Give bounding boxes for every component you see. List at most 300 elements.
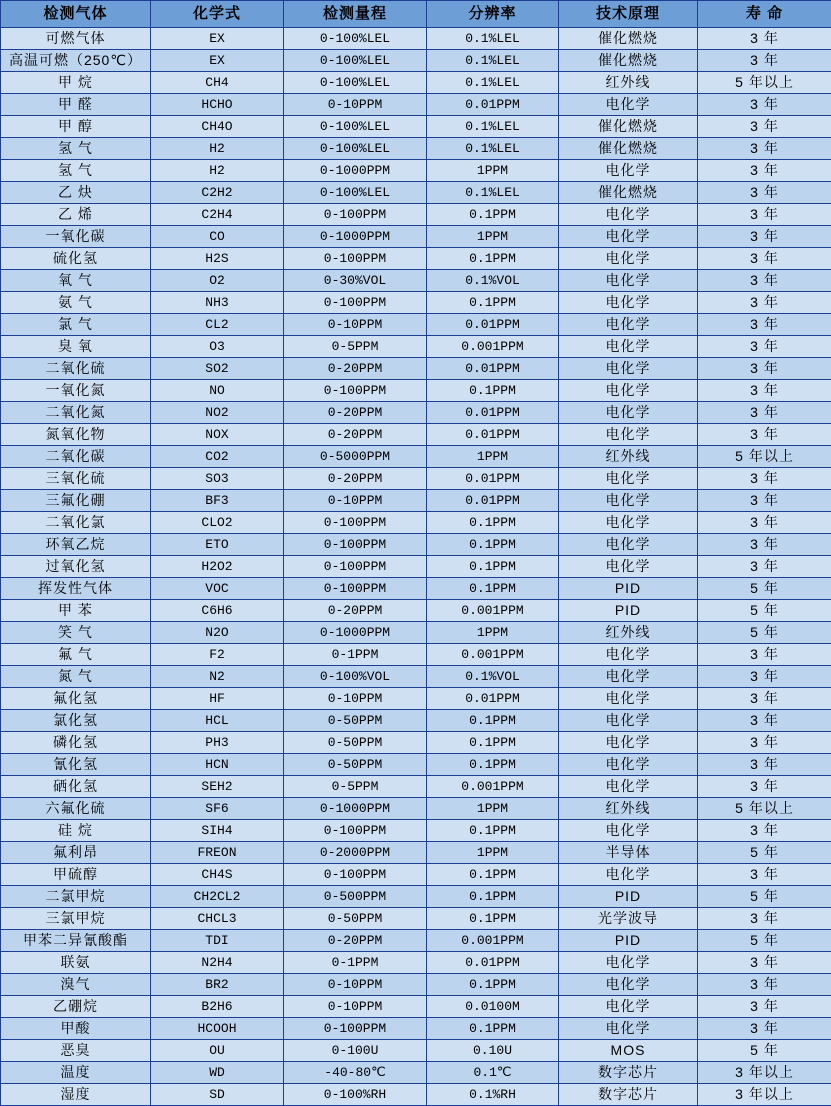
cell-principle: 电化学 (559, 270, 698, 292)
cell-principle: 数字芯片 (559, 1084, 698, 1106)
cell-lifetime: 3 年 (698, 710, 831, 732)
cell-formula: H2O2 (151, 556, 284, 578)
cell-range: 0-5PPM (284, 776, 427, 798)
table-row (1, 908, 831, 930)
cell-principle: 电化学 (559, 974, 698, 996)
cell-gas: 甲 烷 (1, 72, 151, 94)
cell-gas: 磷化氢 (1, 732, 151, 754)
cell-range: 0-10PPM (284, 996, 427, 1018)
cell-principle: 电化学 (559, 820, 698, 842)
cell-principle: 电化学 (559, 226, 698, 248)
cell-lifetime: 5 年 (698, 930, 831, 952)
table-row (1, 886, 831, 908)
cell-formula: OU (151, 1040, 284, 1062)
cell-resolution: 0.001PPM (427, 336, 559, 358)
cell-range: 0-2000PPM (284, 842, 427, 864)
cell-principle: 电化学 (559, 996, 698, 1018)
cell-formula: HF (151, 688, 284, 710)
cell-resolution: 1PPM (427, 160, 559, 182)
cell-gas: 可燃气体 (1, 28, 151, 50)
cell-resolution: 1PPM (427, 842, 559, 864)
cell-formula: SEH2 (151, 776, 284, 798)
cell-formula: BF3 (151, 490, 284, 512)
table-row (1, 336, 831, 358)
cell-gas: 氟 气 (1, 644, 151, 666)
cell-principle: 电化学 (559, 424, 698, 446)
cell-resolution: 0.001PPM (427, 776, 559, 798)
cell-resolution: 0.1%LEL (427, 138, 559, 160)
cell-gas: 三氯甲烷 (1, 908, 151, 930)
cell-principle: 数字芯片 (559, 1062, 698, 1084)
cell-lifetime: 5 年以上 (698, 798, 831, 820)
cell-resolution: 1PPM (427, 622, 559, 644)
cell-lifetime: 3 年 (698, 556, 831, 578)
cell-gas: 氨 气 (1, 292, 151, 314)
cell-resolution: 0.01PPM (427, 94, 559, 116)
cell-lifetime: 5 年 (698, 886, 831, 908)
table-row (1, 424, 831, 446)
cell-formula: F2 (151, 644, 284, 666)
column-header-principle: 技术原理 (559, 1, 698, 28)
column-header-lifetime: 寿 命 (698, 1, 831, 28)
cell-formula: O3 (151, 336, 284, 358)
cell-formula: TDI (151, 930, 284, 952)
cell-gas: 一氧化氮 (1, 380, 151, 402)
cell-formula: NO (151, 380, 284, 402)
cell-resolution: 0.1PPM (427, 864, 559, 886)
cell-lifetime: 3 年 (698, 820, 831, 842)
cell-lifetime: 3 年 (698, 754, 831, 776)
cell-formula: B2H6 (151, 996, 284, 1018)
cell-lifetime: 3 年 (698, 468, 831, 490)
cell-lifetime: 3 年 (698, 292, 831, 314)
table-row (1, 644, 831, 666)
cell-lifetime: 3 年以上 (698, 1084, 831, 1106)
cell-lifetime: 5 年 (698, 1040, 831, 1062)
cell-lifetime: 3 年 (698, 138, 831, 160)
cell-gas: 氮氧化物 (1, 424, 151, 446)
cell-formula: HCL (151, 710, 284, 732)
table-row (1, 996, 831, 1018)
cell-gas: 氢 气 (1, 138, 151, 160)
cell-gas: 二氧化氯 (1, 512, 151, 534)
table-row (1, 512, 831, 534)
column-header-gas: 检测气体 (1, 1, 151, 28)
cell-range: 0-100%LEL (284, 138, 427, 160)
table-row (1, 952, 831, 974)
table-row (1, 688, 831, 710)
cell-lifetime: 3 年 (698, 952, 831, 974)
table-row (1, 468, 831, 490)
table-header-row (1, 1, 831, 28)
cell-range: 0-100%RH (284, 1084, 427, 1106)
cell-lifetime: 5 年 (698, 578, 831, 600)
cell-formula: EX (151, 50, 284, 72)
cell-resolution: 0.1%VOL (427, 666, 559, 688)
cell-resolution: 0.1℃ (427, 1062, 559, 1084)
cell-formula: HCHO (151, 94, 284, 116)
cell-formula: CH4S (151, 864, 284, 886)
cell-principle: 催化燃烧 (559, 116, 698, 138)
cell-principle: 电化学 (559, 1018, 698, 1040)
cell-principle: 电化学 (559, 490, 698, 512)
table-row (1, 622, 831, 644)
cell-range: 0-50PPM (284, 908, 427, 930)
cell-range: 0-100PPM (284, 292, 427, 314)
cell-lifetime: 3 年 (698, 204, 831, 226)
cell-resolution: 0.01PPM (427, 424, 559, 446)
table-row (1, 50, 831, 72)
table-row (1, 314, 831, 336)
cell-principle: 红外线 (559, 622, 698, 644)
cell-resolution: 0.01PPM (427, 952, 559, 974)
cell-principle: 电化学 (559, 732, 698, 754)
cell-range: 0-100PPM (284, 864, 427, 886)
cell-range: 0-10PPM (284, 314, 427, 336)
cell-gas: 一氧化碳 (1, 226, 151, 248)
cell-principle: 电化学 (559, 468, 698, 490)
cell-resolution: 0.1PPM (427, 578, 559, 600)
cell-range: 0-100PPM (284, 534, 427, 556)
cell-resolution: 0.1%LEL (427, 182, 559, 204)
cell-formula: C2H2 (151, 182, 284, 204)
cell-resolution: 0.01PPM (427, 490, 559, 512)
cell-lifetime: 3 年 (698, 908, 831, 930)
cell-lifetime: 3 年 (698, 974, 831, 996)
cell-lifetime: 3 年 (698, 534, 831, 556)
cell-range: 0-1000PPM (284, 160, 427, 182)
cell-principle: 电化学 (559, 864, 698, 886)
cell-resolution: 0.001PPM (427, 600, 559, 622)
cell-gas: 二氧化碳 (1, 446, 151, 468)
cell-resolution: 0.01PPM (427, 314, 559, 336)
cell-range: 0-100%LEL (284, 72, 427, 94)
cell-resolution: 0.1PPM (427, 204, 559, 226)
cell-range: 0-20PPM (284, 358, 427, 380)
cell-formula: HCN (151, 754, 284, 776)
cell-gas: 氮 气 (1, 666, 151, 688)
cell-formula: CL2 (151, 314, 284, 336)
cell-range: 0-20PPM (284, 468, 427, 490)
cell-range: 0-20PPM (284, 424, 427, 446)
cell-range: 0-10PPM (284, 94, 427, 116)
cell-lifetime: 3 年 (698, 1018, 831, 1040)
cell-gas: 三氧化硫 (1, 468, 151, 490)
cell-range: 0-10PPM (284, 974, 427, 996)
cell-lifetime: 3 年 (698, 512, 831, 534)
table-row (1, 358, 831, 380)
cell-lifetime: 3 年 (698, 116, 831, 138)
cell-range: 0-100PPM (284, 556, 427, 578)
cell-lifetime: 3 年 (698, 996, 831, 1018)
cell-principle: 催化燃烧 (559, 138, 698, 160)
cell-gas: 氧 气 (1, 270, 151, 292)
cell-formula: C2H4 (151, 204, 284, 226)
cell-lifetime: 3 年 (698, 94, 831, 116)
cell-formula: N2O (151, 622, 284, 644)
cell-range: 0-100PPM (284, 820, 427, 842)
table-row (1, 490, 831, 512)
cell-principle: 电化学 (559, 776, 698, 798)
cell-gas: 甲 醇 (1, 116, 151, 138)
cell-resolution: 0.1PPM (427, 1018, 559, 1040)
cell-formula: O2 (151, 270, 284, 292)
cell-gas: 甲硫醇 (1, 864, 151, 886)
cell-gas: 硫化氢 (1, 248, 151, 270)
cell-resolution: 0.10U (427, 1040, 559, 1062)
cell-lifetime: 3 年 (698, 358, 831, 380)
cell-gas: 甲 醛 (1, 94, 151, 116)
table-row (1, 380, 831, 402)
cell-principle: 电化学 (559, 292, 698, 314)
cell-lifetime: 5 年 (698, 842, 831, 864)
cell-gas: 乙 炔 (1, 182, 151, 204)
table-row (1, 974, 831, 996)
cell-resolution: 0.1%RH (427, 1084, 559, 1106)
cell-gas: 氟利昂 (1, 842, 151, 864)
cell-lifetime: 3 年 (698, 732, 831, 754)
cell-lifetime: 3 年 (698, 336, 831, 358)
cell-resolution: 0.1%LEL (427, 28, 559, 50)
cell-range: 0-100PPM (284, 248, 427, 270)
cell-principle: 电化学 (559, 358, 698, 380)
cell-range: 0-100%LEL (284, 50, 427, 72)
cell-range: 0-20PPM (284, 402, 427, 424)
cell-lifetime: 5 年 (698, 600, 831, 622)
cell-range: 0-100PPM (284, 512, 427, 534)
table-row (1, 1040, 831, 1062)
cell-range: 0-50PPM (284, 732, 427, 754)
cell-resolution: 0.1PPM (427, 732, 559, 754)
cell-gas: 氟化氢 (1, 688, 151, 710)
cell-lifetime: 3 年 (698, 182, 831, 204)
cell-principle: 电化学 (559, 754, 698, 776)
cell-formula: SO2 (151, 358, 284, 380)
cell-lifetime: 3 年 (698, 644, 831, 666)
cell-range: 0-1000PPM (284, 622, 427, 644)
cell-gas: 六氟化硫 (1, 798, 151, 820)
table-row (1, 600, 831, 622)
cell-principle: 电化学 (559, 688, 698, 710)
table-row (1, 798, 831, 820)
cell-gas: 臭 氧 (1, 336, 151, 358)
cell-principle: 电化学 (559, 204, 698, 226)
cell-resolution: 0.1PPM (427, 380, 559, 402)
cell-lifetime: 3 年 (698, 270, 831, 292)
cell-principle: PID (559, 578, 698, 600)
cell-formula: WD (151, 1062, 284, 1084)
cell-gas: 挥发性气体 (1, 578, 151, 600)
cell-gas: 三氟化硼 (1, 490, 151, 512)
cell-range: 0-100U (284, 1040, 427, 1062)
table-row (1, 930, 831, 952)
cell-range: -40-80℃ (284, 1062, 427, 1084)
cell-principle: 催化燃烧 (559, 50, 698, 72)
cell-formula: SF6 (151, 798, 284, 820)
cell-formula: PH3 (151, 732, 284, 754)
cell-gas: 高温可燃（250℃） (1, 50, 151, 72)
cell-gas: 硒化氢 (1, 776, 151, 798)
cell-range: 0-20PPM (284, 600, 427, 622)
cell-gas: 氢 气 (1, 160, 151, 182)
cell-resolution: 0.1PPM (427, 908, 559, 930)
cell-principle: 电化学 (559, 94, 698, 116)
cell-principle: PID (559, 930, 698, 952)
cell-formula: SD (151, 1084, 284, 1106)
table-row (1, 1018, 831, 1040)
table-row (1, 820, 831, 842)
table-row (1, 72, 831, 94)
cell-resolution: 0.1PPM (427, 512, 559, 534)
cell-resolution: 1PPM (427, 798, 559, 820)
cell-gas: 甲苯二异氰酸酯 (1, 930, 151, 952)
cell-lifetime: 3 年 (698, 490, 831, 512)
cell-formula: CO2 (151, 446, 284, 468)
cell-range: 0-100%VOL (284, 666, 427, 688)
cell-principle: 红外线 (559, 798, 698, 820)
cell-resolution: 0.1PPM (427, 886, 559, 908)
cell-formula: N2H4 (151, 952, 284, 974)
cell-resolution: 0.01PPM (427, 358, 559, 380)
cell-range: 0-1PPM (284, 952, 427, 974)
cell-principle: 电化学 (559, 380, 698, 402)
table-header (1, 1, 831, 28)
cell-resolution: 0.1PPM (427, 556, 559, 578)
table-row (1, 116, 831, 138)
cell-gas: 湿度 (1, 1084, 151, 1106)
cell-principle: 光学波导 (559, 908, 698, 930)
cell-formula: H2S (151, 248, 284, 270)
cell-gas: 二氧化硫 (1, 358, 151, 380)
cell-resolution: 0.1%LEL (427, 72, 559, 94)
cell-resolution: 1PPM (427, 226, 559, 248)
table-row (1, 94, 831, 116)
cell-resolution: 0.1%LEL (427, 50, 559, 72)
cell-range: 0-1000PPM (284, 226, 427, 248)
table-row (1, 204, 831, 226)
table-row (1, 138, 831, 160)
cell-range: 0-500PPM (284, 886, 427, 908)
cell-lifetime: 3 年 (698, 28, 831, 50)
cell-principle: 电化学 (559, 512, 698, 534)
column-header-range: 检测量程 (284, 1, 427, 28)
cell-lifetime: 5 年 (698, 622, 831, 644)
table-body (1, 28, 831, 1106)
cell-range: 0-100PPM (284, 578, 427, 600)
cell-principle: 电化学 (559, 534, 698, 556)
cell-gas: 甲 苯 (1, 600, 151, 622)
cell-formula: EX (151, 28, 284, 50)
cell-gas: 溴气 (1, 974, 151, 996)
cell-range: 0-5PPM (284, 336, 427, 358)
table-row (1, 402, 831, 424)
cell-resolution: 0.1%LEL (427, 116, 559, 138)
cell-lifetime: 3 年 (698, 688, 831, 710)
table-row (1, 160, 831, 182)
cell-formula: NH3 (151, 292, 284, 314)
cell-formula: CO (151, 226, 284, 248)
table-row (1, 248, 831, 270)
cell-resolution: 1PPM (427, 446, 559, 468)
cell-lifetime: 3 年 (698, 864, 831, 886)
cell-lifetime: 3 年 (698, 160, 831, 182)
cell-formula: VOC (151, 578, 284, 600)
cell-formula: BR2 (151, 974, 284, 996)
cell-lifetime: 3 年 (698, 666, 831, 688)
cell-principle: 电化学 (559, 314, 698, 336)
cell-lifetime: 3 年 (698, 248, 831, 270)
table-row (1, 182, 831, 204)
cell-lifetime: 3 年 (698, 226, 831, 248)
cell-resolution: 0.1PPM (427, 974, 559, 996)
table-row (1, 710, 831, 732)
cell-principle: 电化学 (559, 160, 698, 182)
cell-range: 0-100PPM (284, 204, 427, 226)
cell-range: 0-10PPM (284, 490, 427, 512)
cell-principle: 红外线 (559, 446, 698, 468)
cell-gas: 乙 烯 (1, 204, 151, 226)
cell-formula: N2 (151, 666, 284, 688)
table-row (1, 864, 831, 886)
cell-gas: 硅 烷 (1, 820, 151, 842)
cell-principle: 电化学 (559, 402, 698, 424)
cell-range: 0-100PPM (284, 1018, 427, 1040)
table-row (1, 1084, 831, 1106)
cell-range: 0-5000PPM (284, 446, 427, 468)
cell-gas: 二氧化氮 (1, 402, 151, 424)
cell-formula: CHCL3 (151, 908, 284, 930)
table-row (1, 226, 831, 248)
table-row (1, 292, 831, 314)
table-row (1, 842, 831, 864)
cell-range: 0-1PPM (284, 644, 427, 666)
cell-principle: 电化学 (559, 710, 698, 732)
cell-resolution: 0.1PPM (427, 534, 559, 556)
cell-resolution: 0.1PPM (427, 292, 559, 314)
cell-principle: MOS (559, 1040, 698, 1062)
table-row (1, 732, 831, 754)
cell-formula: SO3 (151, 468, 284, 490)
cell-resolution: 0.0100M (427, 996, 559, 1018)
cell-range: 0-50PPM (284, 710, 427, 732)
cell-gas: 过氧化氢 (1, 556, 151, 578)
cell-range: 0-30%VOL (284, 270, 427, 292)
cell-lifetime: 3 年以上 (698, 1062, 831, 1084)
cell-formula: H2 (151, 138, 284, 160)
cell-gas: 环氧乙烷 (1, 534, 151, 556)
cell-lifetime: 3 年 (698, 424, 831, 446)
cell-principle: 电化学 (559, 644, 698, 666)
column-header-formula: 化学式 (151, 1, 284, 28)
cell-resolution: 0.1%VOL (427, 270, 559, 292)
cell-resolution: 0.001PPM (427, 644, 559, 666)
cell-principle: PID (559, 886, 698, 908)
cell-formula: CLO2 (151, 512, 284, 534)
cell-principle: 电化学 (559, 556, 698, 578)
cell-formula: CH4O (151, 116, 284, 138)
table-row (1, 446, 831, 468)
cell-lifetime: 5 年以上 (698, 446, 831, 468)
cell-principle: 催化燃烧 (559, 28, 698, 50)
cell-lifetime: 3 年 (698, 380, 831, 402)
cell-lifetime: 3 年 (698, 50, 831, 72)
column-header-resolution: 分辨率 (427, 1, 559, 28)
cell-principle: 半导体 (559, 842, 698, 864)
cell-principle: 电化学 (559, 248, 698, 270)
table-row (1, 666, 831, 688)
cell-range: 0-20PPM (284, 930, 427, 952)
cell-principle: 红外线 (559, 72, 698, 94)
